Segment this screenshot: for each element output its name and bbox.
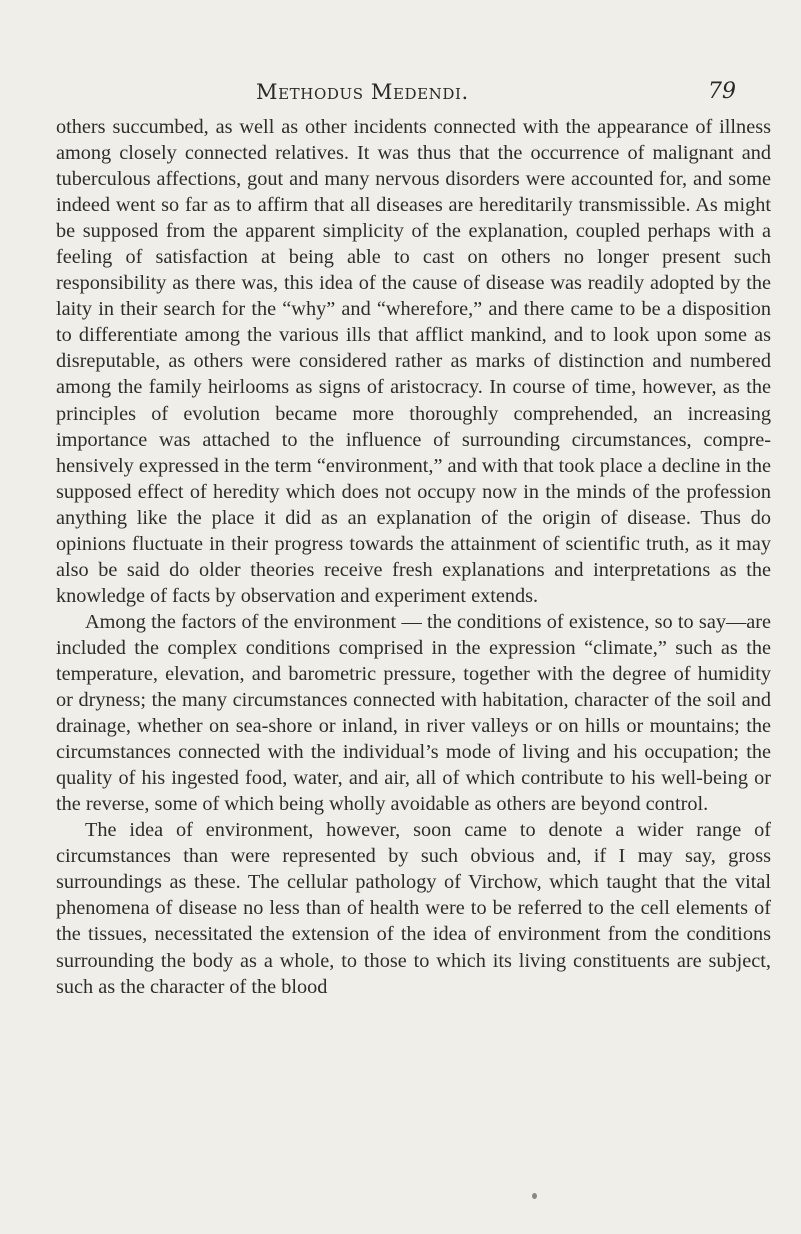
running-head: Methodus Medendi.: [256, 80, 469, 104]
paragraph-1: others succumbed, as well as other incidents connected with the appearance of illness among closely connected relatives. It was thus that the occurrence of malignant and tuberculous affections, gout and many nervous disorders were accounted for, and some indeed went so far as to affirm that all diseases are hereditarily transmissible. As might be supposed from the apparent simplicity of the explanation, coupled perhaps with a feeling of satisfaction at being able to cast on others no longer present such responsibility as there was, this idea of the cause of disease was readily adopted by the laity in their search for the “why” and “wherefore,” and there came to be a disposition to differentiate among the various ills that afflict mankind, and to look upon some as disreputable, as others were considered rather as marks of distinction and numbered among the family heirlooms as signs of aristocracy. In course of time, however, as the principles of evolution became more thoroughly comprehended, an increasing importance was attached to the influence of surrounding circumstances, comprehensively expressed in the term “environment,” and with that took place a decline in the supposed effect of heredity which does not occupy now in the minds of the profession anything like the place it did as an explanation of the origin of disease. Thus do opinions fluctuate in their progress towards the attainment of scientific truth, as it may also be said do older theories receive fresh explanations and interpretations as the knowledge of facts by observation and experiment extends.: [56, 116, 771, 607]
paragraph-2: Among the factors of the environment — the conditions of existence, so to say—are included the complex conditions comprised in the expression “climate,” such as the temperature, elevation, and barometric pressure, together with the degree of humidity or dryness; the many circumstances connected with habitation, character of the soil and drainage, whether on sea-shore or inland, in river valleys or on hills or mountains; the circumstances connected with the individual’s mode of living and his occupation; the quality of his ingested food, water, and air, all of which contribute to his well-being or the reverse, some of which being wholly avoidable as others are beyond control.: [56, 610, 771, 816]
page-number: 79: [708, 79, 736, 104]
paragraph-3: The idea of environment, however, soon came to denote a wider range of circumstances than were represented by such obvious and, if I may say, gross surroundings as these. The cellular pathology of Virchow, which taught that the vital phenomena of disease no less than of health were to be referred to the cell elements of the tissues, necessitated the extension of the idea of environment from the conditions surrounding the body as a whole, to those to which its living constituents are subject, such as the character of the blood: [56, 819, 771, 998]
body-text: [56, 114, 771, 1000]
page-blemish: [532, 1193, 537, 1199]
